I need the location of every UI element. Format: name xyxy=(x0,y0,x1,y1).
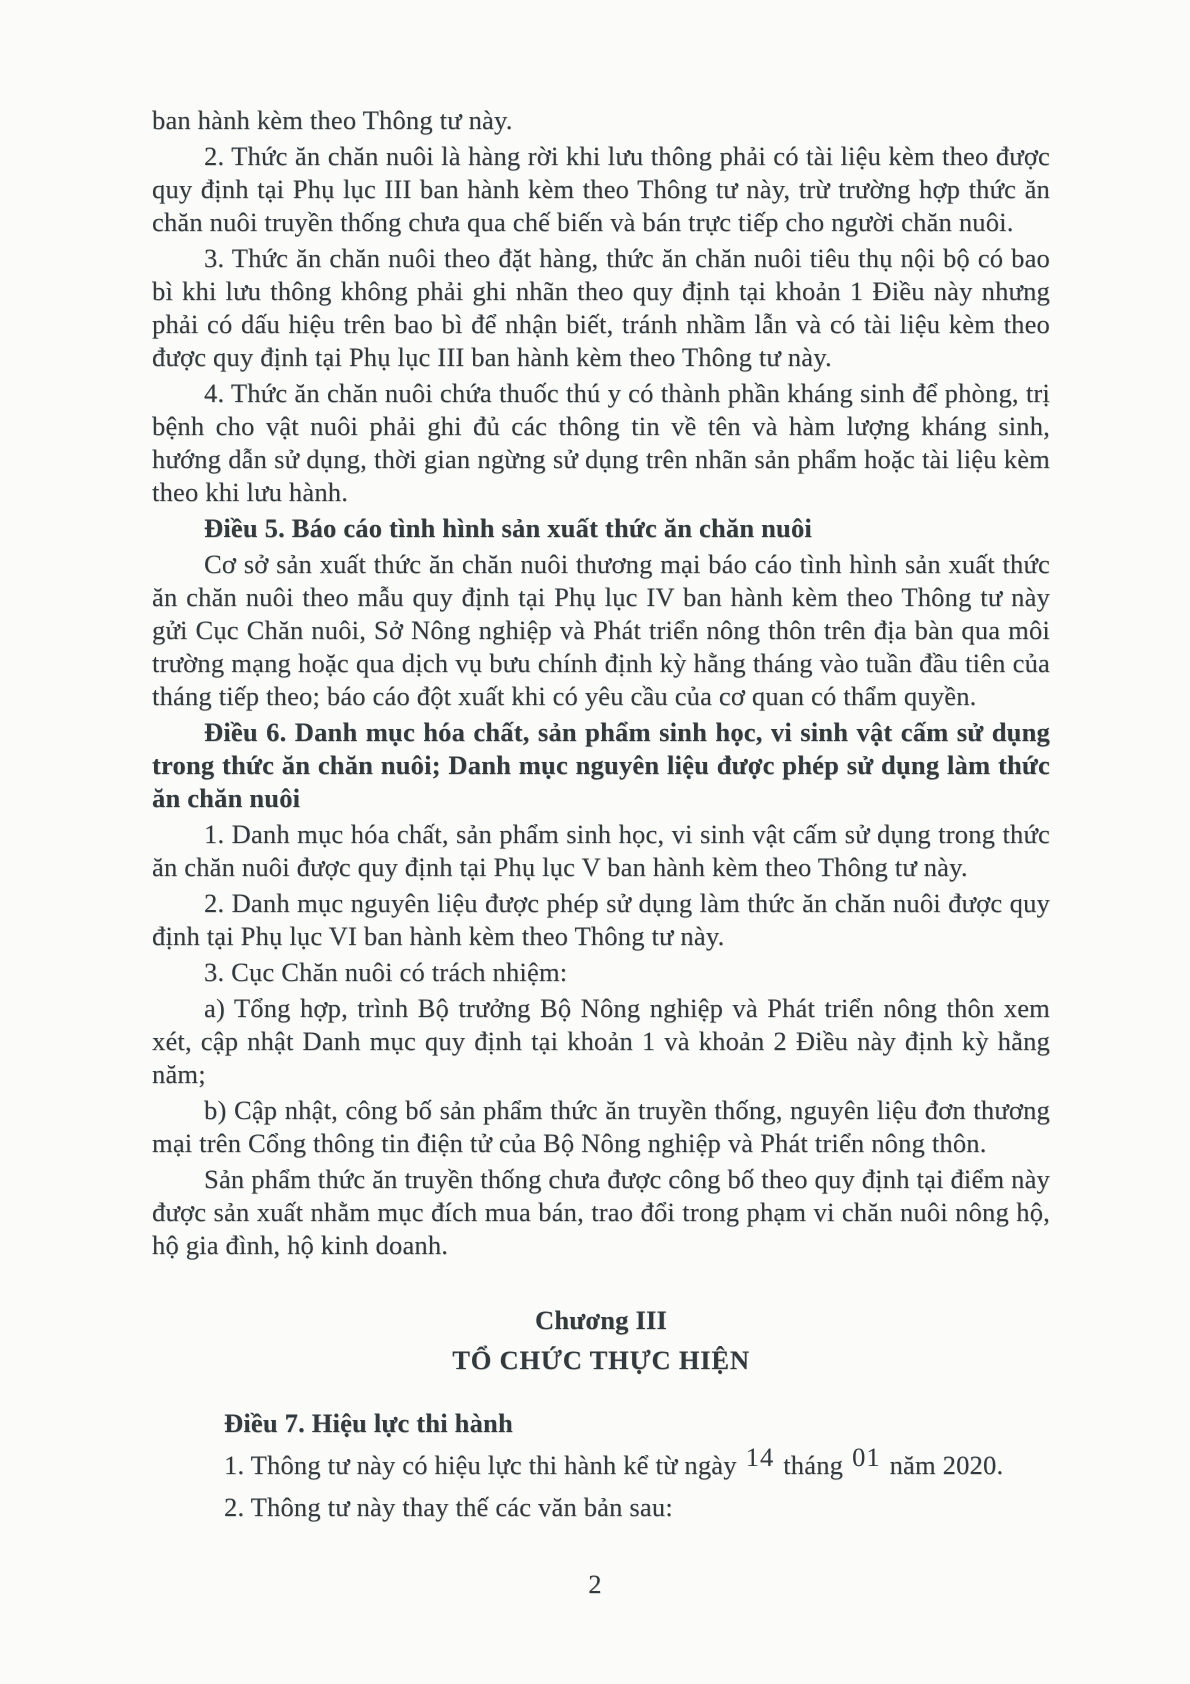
replaces-line: 2. Thông tư này thay thế các văn bản sau: xyxy=(224,1492,673,1522)
paragraph-clause-2: 2. Thức ăn chăn nuôi là hàng rời khi lưu thông phải có tài liệu kèm theo được quy định tại Phụ lục III ban hành kèm theo Thông tư này, trừ trường hợp thức ăn chăn nuôi truyền thống chưa qua chế biến và bán trực tiếp cho người chăn nuôi. xyxy=(152,141,1050,237)
effective-date-line xyxy=(224,1442,1050,1482)
article-6-clause-2: 2. Danh mục nguyên liệu được phép sử dụng làm thức ăn chăn nuôi được quy định tại Phụ lục VI ban hành kèm theo Thông tư này. xyxy=(152,888,1050,951)
article-6-clause-1: 1. Danh mục hóa chất, sản phẩm sinh học, vi sinh vật cấm sử dụng trong thức ăn chăn nuôi được quy định tại Phụ lục V ban hành kèm theo Thông tư này. xyxy=(152,819,1050,882)
paragraph-clause-4: 4. Thức ăn chăn nuôi chứa thuốc thú y có thành phần kháng sinh để phòng, trị bệnh cho vật nuôi phải ghi đủ các thông tin về tên và hàm lượng kháng sinh, hướng dẫn sử dụng, thời gian ngừng sử dụng trên nhãn sản phẩm hoặc tài liệu kèm theo khi lưu hành. xyxy=(152,378,1050,507)
article-6-heading: Điều 6. Danh mục hóa chất, sản phẩm sinh học, vi sinh vật cấm sử dụng trong thức ăn chăn nuôi; Danh mục nguyên liệu được phép sử dụng làm thức ăn chăn nuôi xyxy=(152,717,1050,813)
article-6-clause-3: 3. Cục Chăn nuôi có trách nhiệm: xyxy=(204,957,568,987)
paragraph-clause-3: 3. Thức ăn chăn nuôi theo đặt hàng, thức ăn chăn nuôi tiêu thụ nội bộ có bao bì khi lưu thông không phải ghi nhãn theo quy định tại khoản 1 Điều này nhưng phải có dấu hiệu trên bao bì để nhận biết, tránh nhầm lẫn và có tài liệu kèm theo được quy định tại Phụ lục III ban hành kèm theo Thông tư này. xyxy=(152,243,1050,372)
effective-date-before: 1. Thông tư này có hiệu lực thi hành kể từ ngày xyxy=(224,1450,737,1480)
page-number: 2 xyxy=(588,1569,602,1599)
article-6-point-b: b) Cập nhật, công bố sản phẩm thức ăn truyền thống, nguyên liệu đơn thương mại trên Cổng thông tin điện tử của Bộ Nông nghiệp và Phát triển nông thôn. xyxy=(152,1095,1050,1158)
article-7-heading: Điều 7. Hiệu lực thi hành xyxy=(224,1408,513,1438)
article-5-heading: Điều 5. Báo cáo tình hình sản xuất thức ăn chăn nuôi xyxy=(204,513,812,543)
article-5-body: Cơ sở sản xuất thức ăn chăn nuôi thương mại báo cáo tình hình sản xuất thức ăn chăn nuôi theo mẫu quy định tại Phụ lục IV ban hành kèm theo Thông tư này gửi Cục Chăn nuôi, Sở Nông nghiệp và Phát triển nông thôn trên địa bàn qua môi trường mạng hoặc qua dịch vụ bưu chính định kỳ hằng tháng vào tuần đầu tiên của tháng tiếp theo; báo cáo đột xuất khi có yêu cầu của cơ quan có thẩm quyền. xyxy=(152,549,1050,711)
article-6-note: Sản phẩm thức ăn truyền thống chưa được công bố theo quy định tại điểm này được sản xuất nhằm mục đích mua bán, trao đổi trong phạm vi chăn nuôi nông hộ, hộ gia đình, hộ kinh doanh. xyxy=(152,1164,1050,1260)
effective-date-after: năm 2020. xyxy=(889,1450,1004,1480)
chapter-3-heading xyxy=(152,1302,1050,1379)
paragraph-continuation: ban hành kèm theo Thông tư này. xyxy=(152,105,513,135)
chapter-3-label: Chương III xyxy=(534,1305,667,1335)
article-6-point-a: a) Tổng hợp, trình Bộ trưởng Bộ Nông nghiệp và Phát triển nông thôn xem xét, cập nhật Danh mục quy định tại khoản 1 và khoản 2 Điều này định kỳ hằng năm; xyxy=(152,993,1050,1089)
effective-date-thang: tháng xyxy=(783,1450,844,1480)
chapter-3-title: TỔ CHỨC THỰC HIỆN xyxy=(452,1345,750,1375)
article-7-section xyxy=(152,1407,1050,1524)
effective-month-filled: 01 xyxy=(852,1442,881,1472)
effective-day-filled: 14 xyxy=(745,1442,775,1472)
